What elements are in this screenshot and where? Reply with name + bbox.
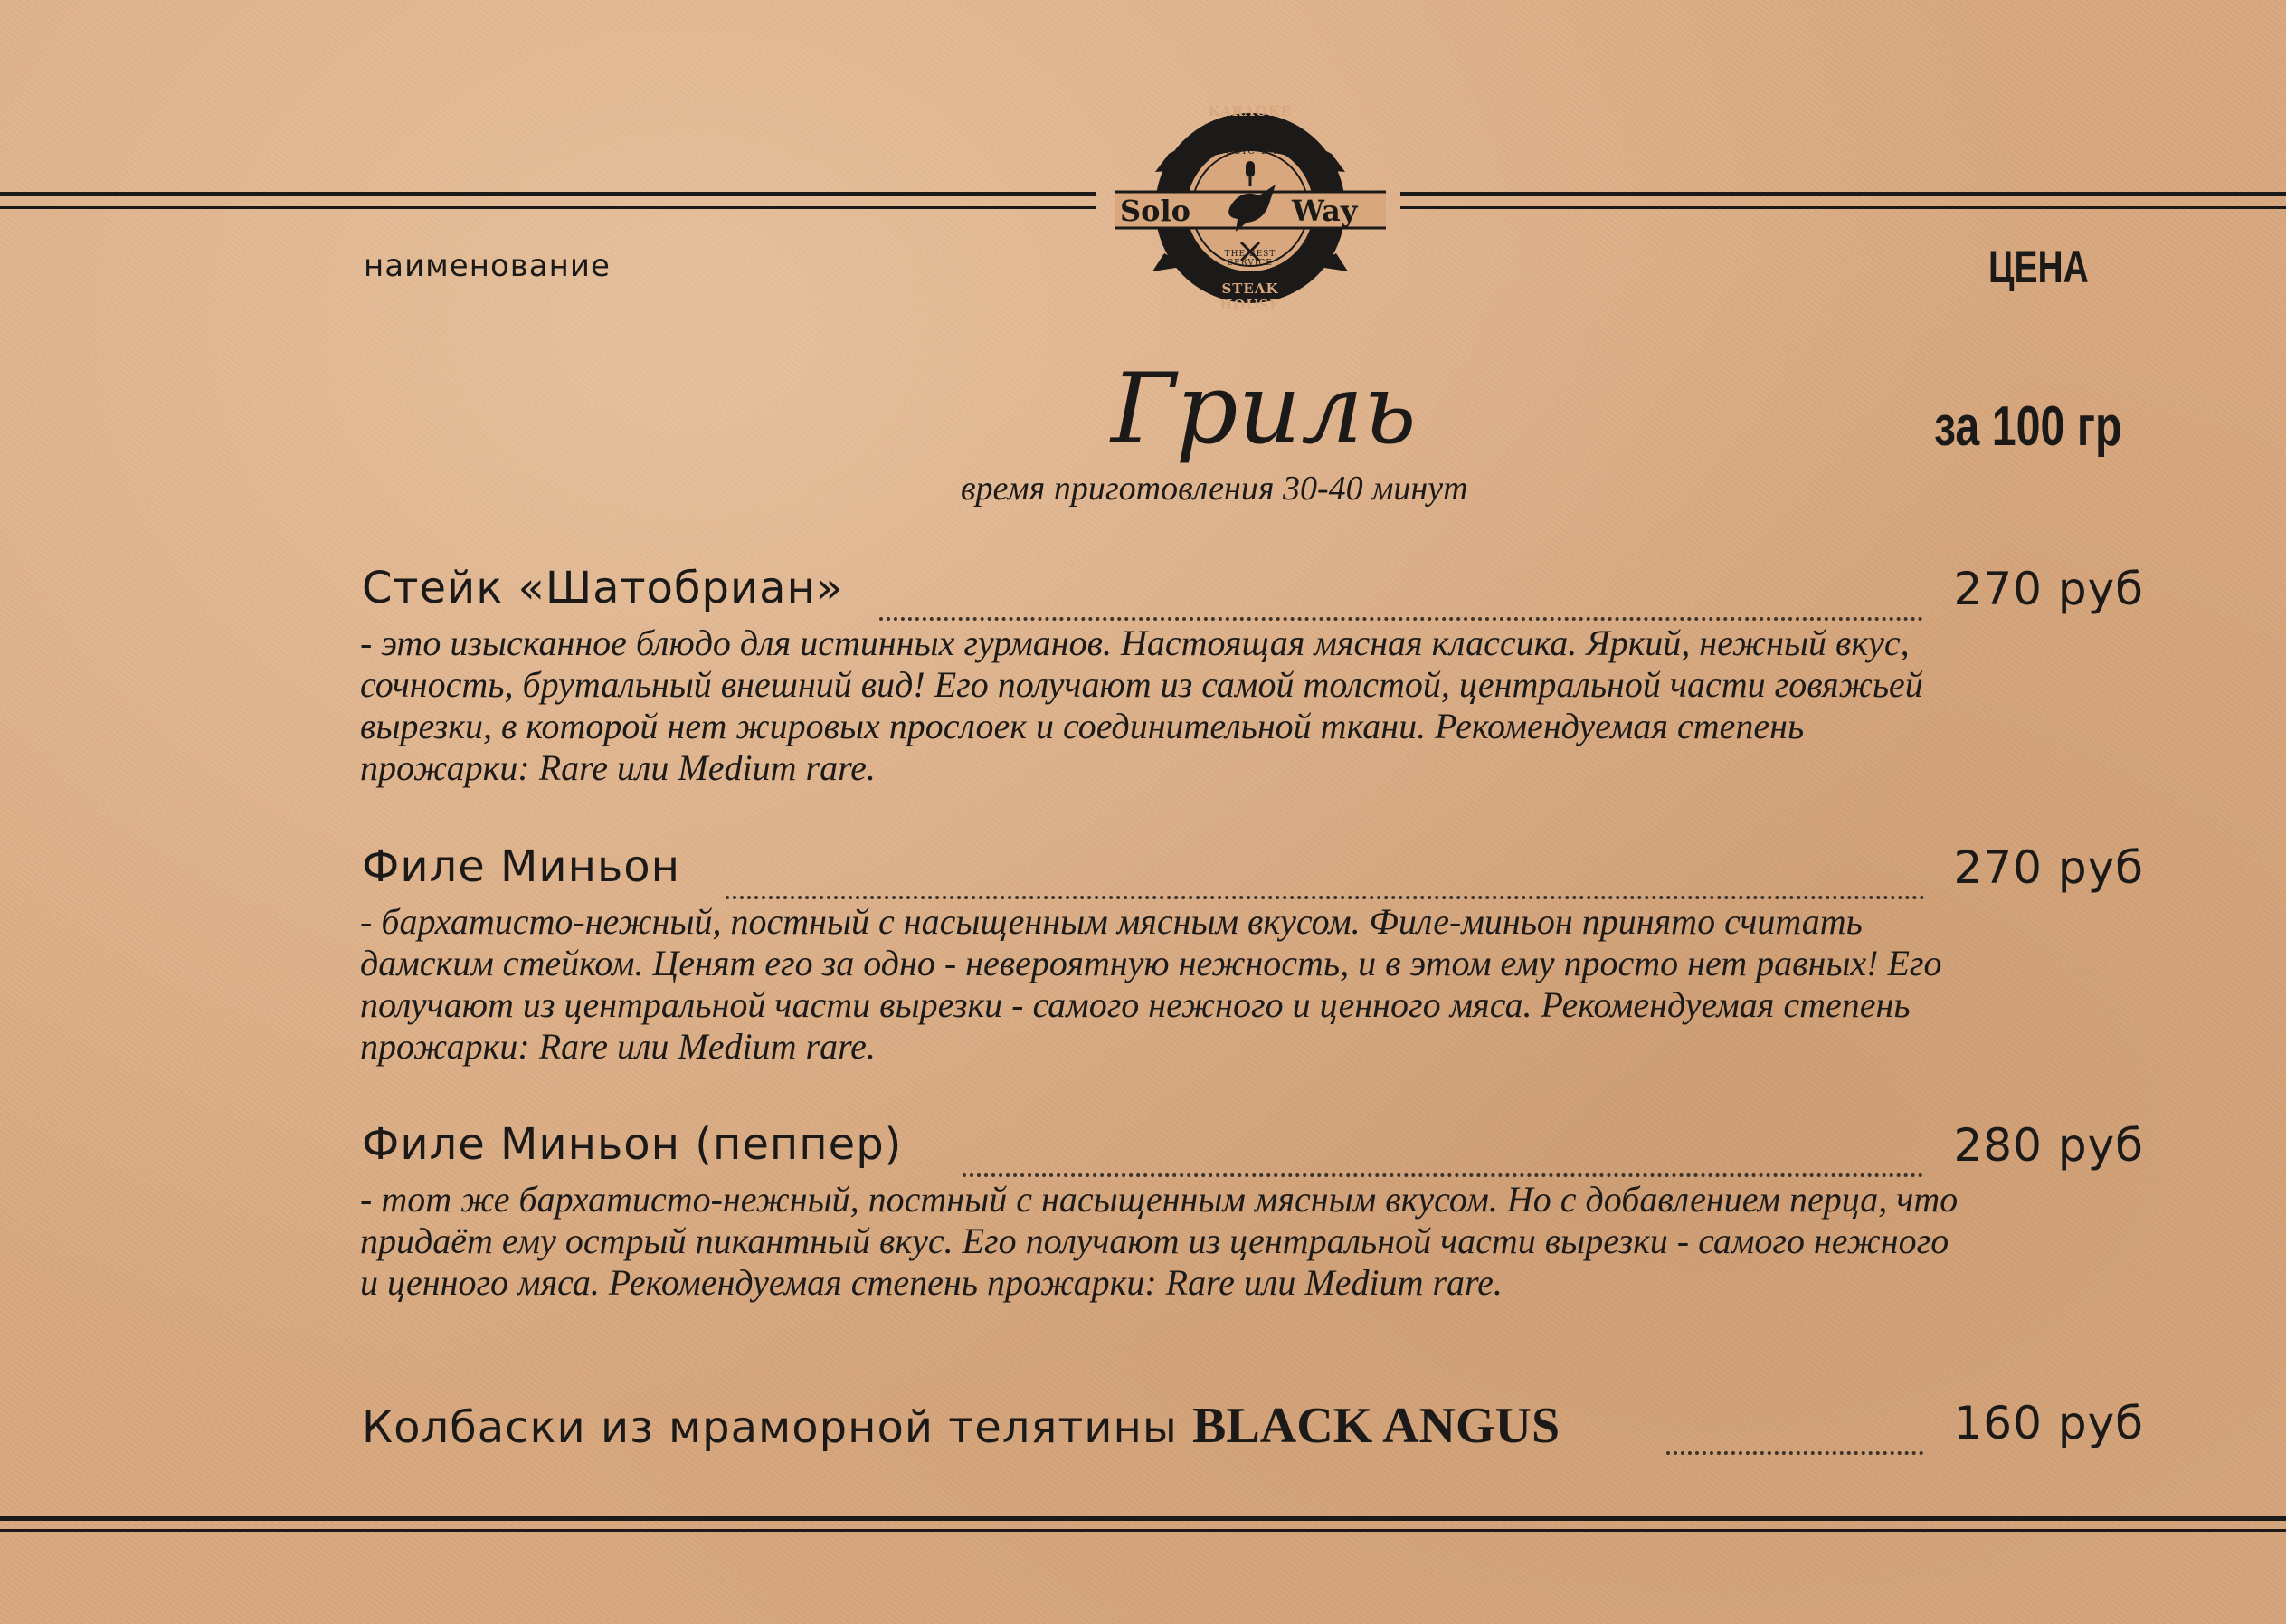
dot-leader: [1666, 1397, 1923, 1455]
menu-item-brand: BLACK ANGUS: [1192, 1398, 1560, 1454]
menu-item-name: Филе Миньон: [362, 841, 681, 892]
menu-item-row: [362, 1397, 2144, 1460]
menu-item-price: 160 руб: [1953, 1397, 2144, 1449]
menu-item-row: [362, 1119, 2144, 1182]
dot-leader: [879, 563, 1923, 621]
menu-item-row: [362, 841, 2144, 905]
solo-way-logo: [1115, 90, 1386, 326]
menu-item-description: - тот же бархатисто-нежный, постный с насыщенным мясным вкусом. Но с добавлением перца, что придаёт ему острый пикантный вкус. Его получают из центральной части вырезки - самого нежного и ценного мяса. Рекомендуемая степень прожарки: Rare или Medium rare.: [360, 1179, 1959, 1303]
menu-item-price: 280 руб: [1953, 1119, 2144, 1172]
logo-top-text: KARAOKE: [1208, 103, 1293, 119]
menu-item-name: [362, 1397, 1560, 1455]
bottom-rule: [0, 1516, 2286, 1521]
logo-right-word: Way: [1292, 194, 1358, 228]
name-column-header: наименование: [364, 248, 611, 284]
bottom-rule-thin: [0, 1529, 2286, 1532]
top-rule-right: [1400, 192, 2286, 196]
menu-item-description: - бархатисто-нежный, постный с насыщенным мясным вкусом. Филе-миньон принято считать дамским стейком. Ценят его за одно - невероятную нежность, и в этом ему просто нет равных! Его получают из центральной части вырезки - самого нежного и ценного мяса. Рекомендуемая степень прожарки: Rare или Medium rare.: [360, 901, 1942, 1067]
logo-left-word: Solo: [1120, 194, 1190, 228]
microphone-icon: [1246, 161, 1255, 177]
section-title: Гриль: [1111, 353, 1417, 466]
dot-leader: [726, 841, 1925, 899]
per-unit-label: за 100 гр: [1934, 395, 2122, 458]
logo-bottom-text: STEAK HOUSE: [1219, 280, 1281, 313]
menu-item-price: 270 руб: [1953, 563, 2144, 615]
top-rule-left: [0, 192, 1096, 196]
menu-item-row: [362, 563, 2144, 626]
menu-item-price: 270 руб: [1953, 841, 2144, 894]
menu-item-name-text: Колбаски из мраморной телятины: [362, 1402, 1178, 1453]
price-column-header: ЦЕНА: [1988, 242, 2089, 292]
menu-item-name: Стейк «Шатобриан»: [362, 563, 844, 613]
menu-item-name: Филе Миньон (пеппер): [362, 1119, 903, 1170]
dot-leader: [963, 1119, 1923, 1177]
logo-inner-bottom: THE BEST SERVICE: [1224, 250, 1276, 268]
menu-item-description: - это изысканное блюдо для истинных гурманов. Настоящая мясная классика. Яркий, нежный вкус, сочность, брутальный внешний вид! Его получают из самой толстой, центральной части говяжьей вырезки, в которой нет жировых прослоек и соединительной ткани. Рекомендуемая степень прожарки: Rare или Medium rare.: [360, 622, 1923, 788]
top-rule-left-thin: [0, 206, 1096, 209]
logo-inner-top: MUSIC BAR: [1213, 147, 1287, 157]
top-rule-right-thin: [1400, 206, 2286, 209]
prep-time: время приготовления 30-40 минут: [961, 470, 1468, 508]
